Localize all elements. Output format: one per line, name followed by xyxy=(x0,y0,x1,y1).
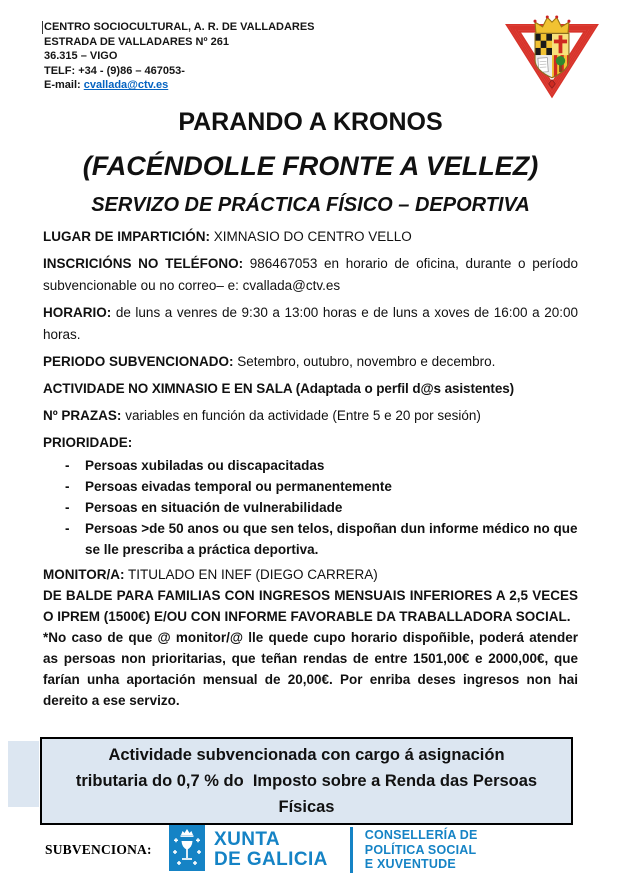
prazas-value: variables en función da actividade (Entre 5 e 20 por sesión) xyxy=(121,408,481,423)
dash-bullet-icon: - xyxy=(65,458,70,473)
dash-bullet-icon: - xyxy=(65,521,70,536)
inscricions-value: 986467053 en horario de oficina, durante o período subvencionable ou no correo– e: cvallada@ctv.es xyxy=(43,256,578,293)
sponsor-label: SUBVENCIONA: xyxy=(45,842,152,857)
prioridade-heading xyxy=(43,432,578,454)
org-header xyxy=(44,20,424,93)
xunta-emblem-icon xyxy=(169,825,205,871)
org-address: ESTRADA DE VALLADARES Nº 261 xyxy=(44,35,229,48)
xunta-de-galicia-logo xyxy=(169,825,205,876)
page-subtitle: (FACÉNDOLLE FRONTE A VELLEZ) xyxy=(82,151,539,181)
horario-value: de luns a venres de 9:30 a 13:00 horas e de luns a xoves de 16:00 a 20:00 horas. xyxy=(43,305,578,342)
conselleria-line: E XUVENTUDE xyxy=(364,857,456,872)
actividade-paragraph: ACTIVIDADE NO XIMNASIO E EN SALA (Adaptada o perfil d@s asistentes) xyxy=(43,381,515,396)
prazas-label: Nº PRAZAS: xyxy=(43,408,122,423)
page-title: PARANDO A KRONOS xyxy=(178,108,443,136)
list-item xyxy=(43,476,578,497)
subsidy-line: Actividade subvencionada con cargo á asignación xyxy=(108,746,505,764)
inscricions-label: INSCRICIÓNS NO TELÉFONO: xyxy=(43,256,244,271)
prazas-paragraph xyxy=(43,405,578,427)
box-left-shading xyxy=(8,741,39,807)
priority-list xyxy=(43,455,578,560)
conselleria-line: CONSELLERÍA DE xyxy=(364,828,478,843)
body-text xyxy=(43,226,578,711)
dash-bullet-icon: - xyxy=(65,479,70,494)
subsidy-line: tributaria do 0,7 % do Imposto sobre a Renda das Persoas xyxy=(75,772,538,790)
priority-item-text: Persoas en situación de vulnerabilidade xyxy=(85,500,343,515)
monitor-paragraph xyxy=(43,564,578,585)
header-left-border xyxy=(42,21,43,34)
list-item xyxy=(43,455,578,476)
org-city: 36.315 – VIGO xyxy=(44,50,118,63)
service-title: SERVIZO DE PRÁCTICA FÍSICO – DEPORTIVA xyxy=(91,194,530,216)
monitor-block xyxy=(43,564,578,711)
lugar-label: LUGAR DE IMPARTICIÓN: xyxy=(43,229,210,244)
periodo-value: Setembro, outubro, novembro e decembro. xyxy=(233,354,496,369)
priority-item-text: Persoas >de 50 anos ou que sen telos, dispoñan dun informe médico no que se lle prescriba a práctica deportiva. xyxy=(85,521,578,557)
email-label: E-mail: xyxy=(44,79,84,92)
lugar-value: XIMNASIO DO CENTRO VELLO xyxy=(210,229,412,244)
subsidy-notice-box xyxy=(40,737,573,825)
main-content xyxy=(43,96,578,711)
org-phone: TELF: +34 - (9)86 – 467053- xyxy=(44,64,185,77)
org-name: CENTRO SOCIOCULTURAL, A. R. DE VALLADARES xyxy=(44,21,315,33)
list-item xyxy=(43,518,578,560)
inscricions-paragraph xyxy=(43,253,578,297)
xunta-wordmark xyxy=(214,830,328,870)
periodo-label: PERIODO SUBVENCIONADO: xyxy=(43,354,234,369)
nota-paragraph: *No caso de que @ monitor/@ lle quede cupo horario dispoñible, poderá atender as persoas non prioritarias, que teñan rendas de entre 1501,00€ e 2000,00€, que farían unha aportación mensual de 20,00€. Por enriba deses ingresos non hai dereito a ese servizo. xyxy=(43,630,578,708)
logo-divider xyxy=(350,827,353,873)
sponsor-footer xyxy=(45,826,603,874)
dash-bullet-icon: - xyxy=(65,500,70,515)
prioridade-label: PRIORIDADE: xyxy=(43,435,133,450)
xunta-line: DE GALICIA xyxy=(214,849,328,870)
org-email-line xyxy=(44,78,424,93)
monitor-label: MONITOR/A: xyxy=(43,567,125,582)
subsidy-line: Físicas xyxy=(278,798,335,816)
xunta-line: XUNTA xyxy=(214,829,281,850)
periodo-paragraph xyxy=(43,351,578,373)
monitor-value: TITULADO EN INEF (DIEGO CARRERA) xyxy=(124,567,378,582)
horario-label: HORARIO: xyxy=(43,305,112,320)
lugar-paragraph xyxy=(43,226,578,248)
priority-item-text: Persoas eivadas temporal ou permanentemente xyxy=(85,479,392,494)
horario-paragraph xyxy=(43,302,578,346)
crest-v-icon xyxy=(493,8,611,106)
conselleria-line: POLÍTICA SOCIAL xyxy=(364,842,477,857)
priority-item-text: Persoas xubiladas ou discapacitadas xyxy=(85,458,325,473)
list-item xyxy=(43,497,578,518)
email-link[interactable]: cvallada@ctv.es xyxy=(83,79,169,92)
debalde-paragraph: DE BALDE PARA FAMILIAS CON INGRESOS MENSUAIS INFERIORES A 2,5 VECES O IPREM (1500€) E/OU CON INFORME FAVORABLE DA TRABALLADORA SOCIAL. xyxy=(43,588,578,624)
conselleria-wordmark xyxy=(365,828,478,872)
